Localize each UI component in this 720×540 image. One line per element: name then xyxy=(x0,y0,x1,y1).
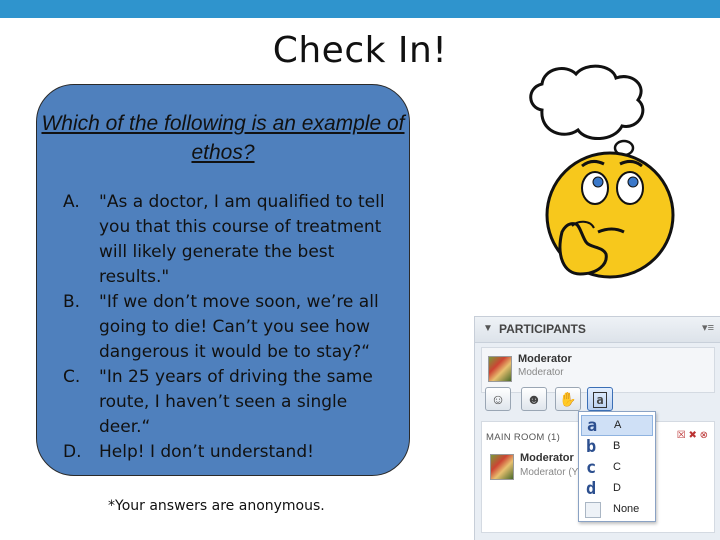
panel-menu-icon[interactable]: ▾≡ xyxy=(702,322,714,334)
top-accent-bar xyxy=(0,0,720,18)
answer-line: deer.“ xyxy=(99,417,151,437)
room-status-icons[interactable]: ☒ ✖ ⊗ xyxy=(676,430,708,441)
moderator-name: Moderator xyxy=(518,353,572,365)
answer-menu-item-b[interactable] xyxy=(581,437,653,458)
moderator-role: Moderator xyxy=(518,367,564,378)
answer-line: will likely generate the best xyxy=(99,242,335,262)
raise-hand-button[interactable] xyxy=(555,387,581,411)
hand-raise-icon: ✋ xyxy=(559,391,577,407)
answer-line: "In 25 years of driving the same xyxy=(99,367,373,387)
status-button[interactable] xyxy=(521,387,547,411)
participants-header[interactable] xyxy=(475,317,720,343)
page-title: Check In! xyxy=(272,30,448,71)
question-box xyxy=(36,84,410,476)
letter-b-icon: b xyxy=(586,437,597,457)
answer-letter: C. xyxy=(63,367,81,387)
smile-icon: ☺ xyxy=(490,391,506,407)
answer-menu-item-d[interactable] xyxy=(581,479,653,500)
room-moderator-name[interactable]: Moderator xyxy=(520,452,574,464)
answer-option-b xyxy=(63,290,393,365)
emoticon-button[interactable] xyxy=(485,387,511,411)
answer-button[interactable] xyxy=(587,387,613,411)
answer-line: route, I haven’t seen a single xyxy=(99,392,348,412)
letter-a-icon: a xyxy=(587,416,598,436)
answer-menu-label: A xyxy=(614,419,622,431)
answer-letter: A. xyxy=(63,192,80,212)
answer-menu-label: D xyxy=(613,482,621,494)
question-text: Which of the following is an example of ethos? xyxy=(41,112,405,164)
answer-menu-label: C xyxy=(613,461,621,473)
answer-menu-item-a[interactable] xyxy=(581,415,653,436)
main-room-label: MAIN ROOM (1) xyxy=(486,432,561,443)
status-icon: ☻ xyxy=(526,391,542,407)
answer-dropdown-menu xyxy=(578,411,656,522)
answer-menu-label: B xyxy=(613,440,621,452)
answer-line: you that this course of treatment xyxy=(99,217,382,237)
answer-line: results." xyxy=(99,267,170,287)
letter-c-icon: c xyxy=(586,458,597,478)
answer-letter: D. xyxy=(63,442,82,462)
none-box-icon xyxy=(585,502,601,518)
answer-option-d xyxy=(63,440,393,465)
room-moderator-role: Moderator (Y xyxy=(520,467,579,478)
thought-bubble-icon xyxy=(531,66,643,166)
answer-icon: a xyxy=(593,392,606,408)
collapse-triangle-icon[interactable]: ▼ xyxy=(483,323,493,334)
answer-line: dangerous it would be to stay?“ xyxy=(99,342,371,362)
answer-option-c xyxy=(63,365,393,440)
answer-line: "If we don’t move soon, we’re all xyxy=(99,292,379,312)
answer-menu-label: None xyxy=(613,503,640,515)
letter-d-icon: d xyxy=(586,479,597,499)
anonymous-note: *Your answers are anonymous. xyxy=(108,498,325,514)
thinking-smiley-icon xyxy=(520,60,720,290)
answer-option-a xyxy=(63,190,393,290)
answer-menu-item-none[interactable] xyxy=(581,500,653,521)
avatar xyxy=(488,356,512,382)
answer-line: Help! I don’t understand! xyxy=(99,442,314,462)
answer-list xyxy=(63,190,393,465)
answer-menu-item-c[interactable] xyxy=(581,458,653,479)
answer-line: going to die! Can’t you see how xyxy=(99,317,370,337)
answer-line: "As a doctor, I am qualified to tell xyxy=(99,192,385,212)
answer-letter: B. xyxy=(63,292,81,312)
participants-title: PARTICIPANTS xyxy=(499,322,586,336)
avatar xyxy=(490,454,514,480)
